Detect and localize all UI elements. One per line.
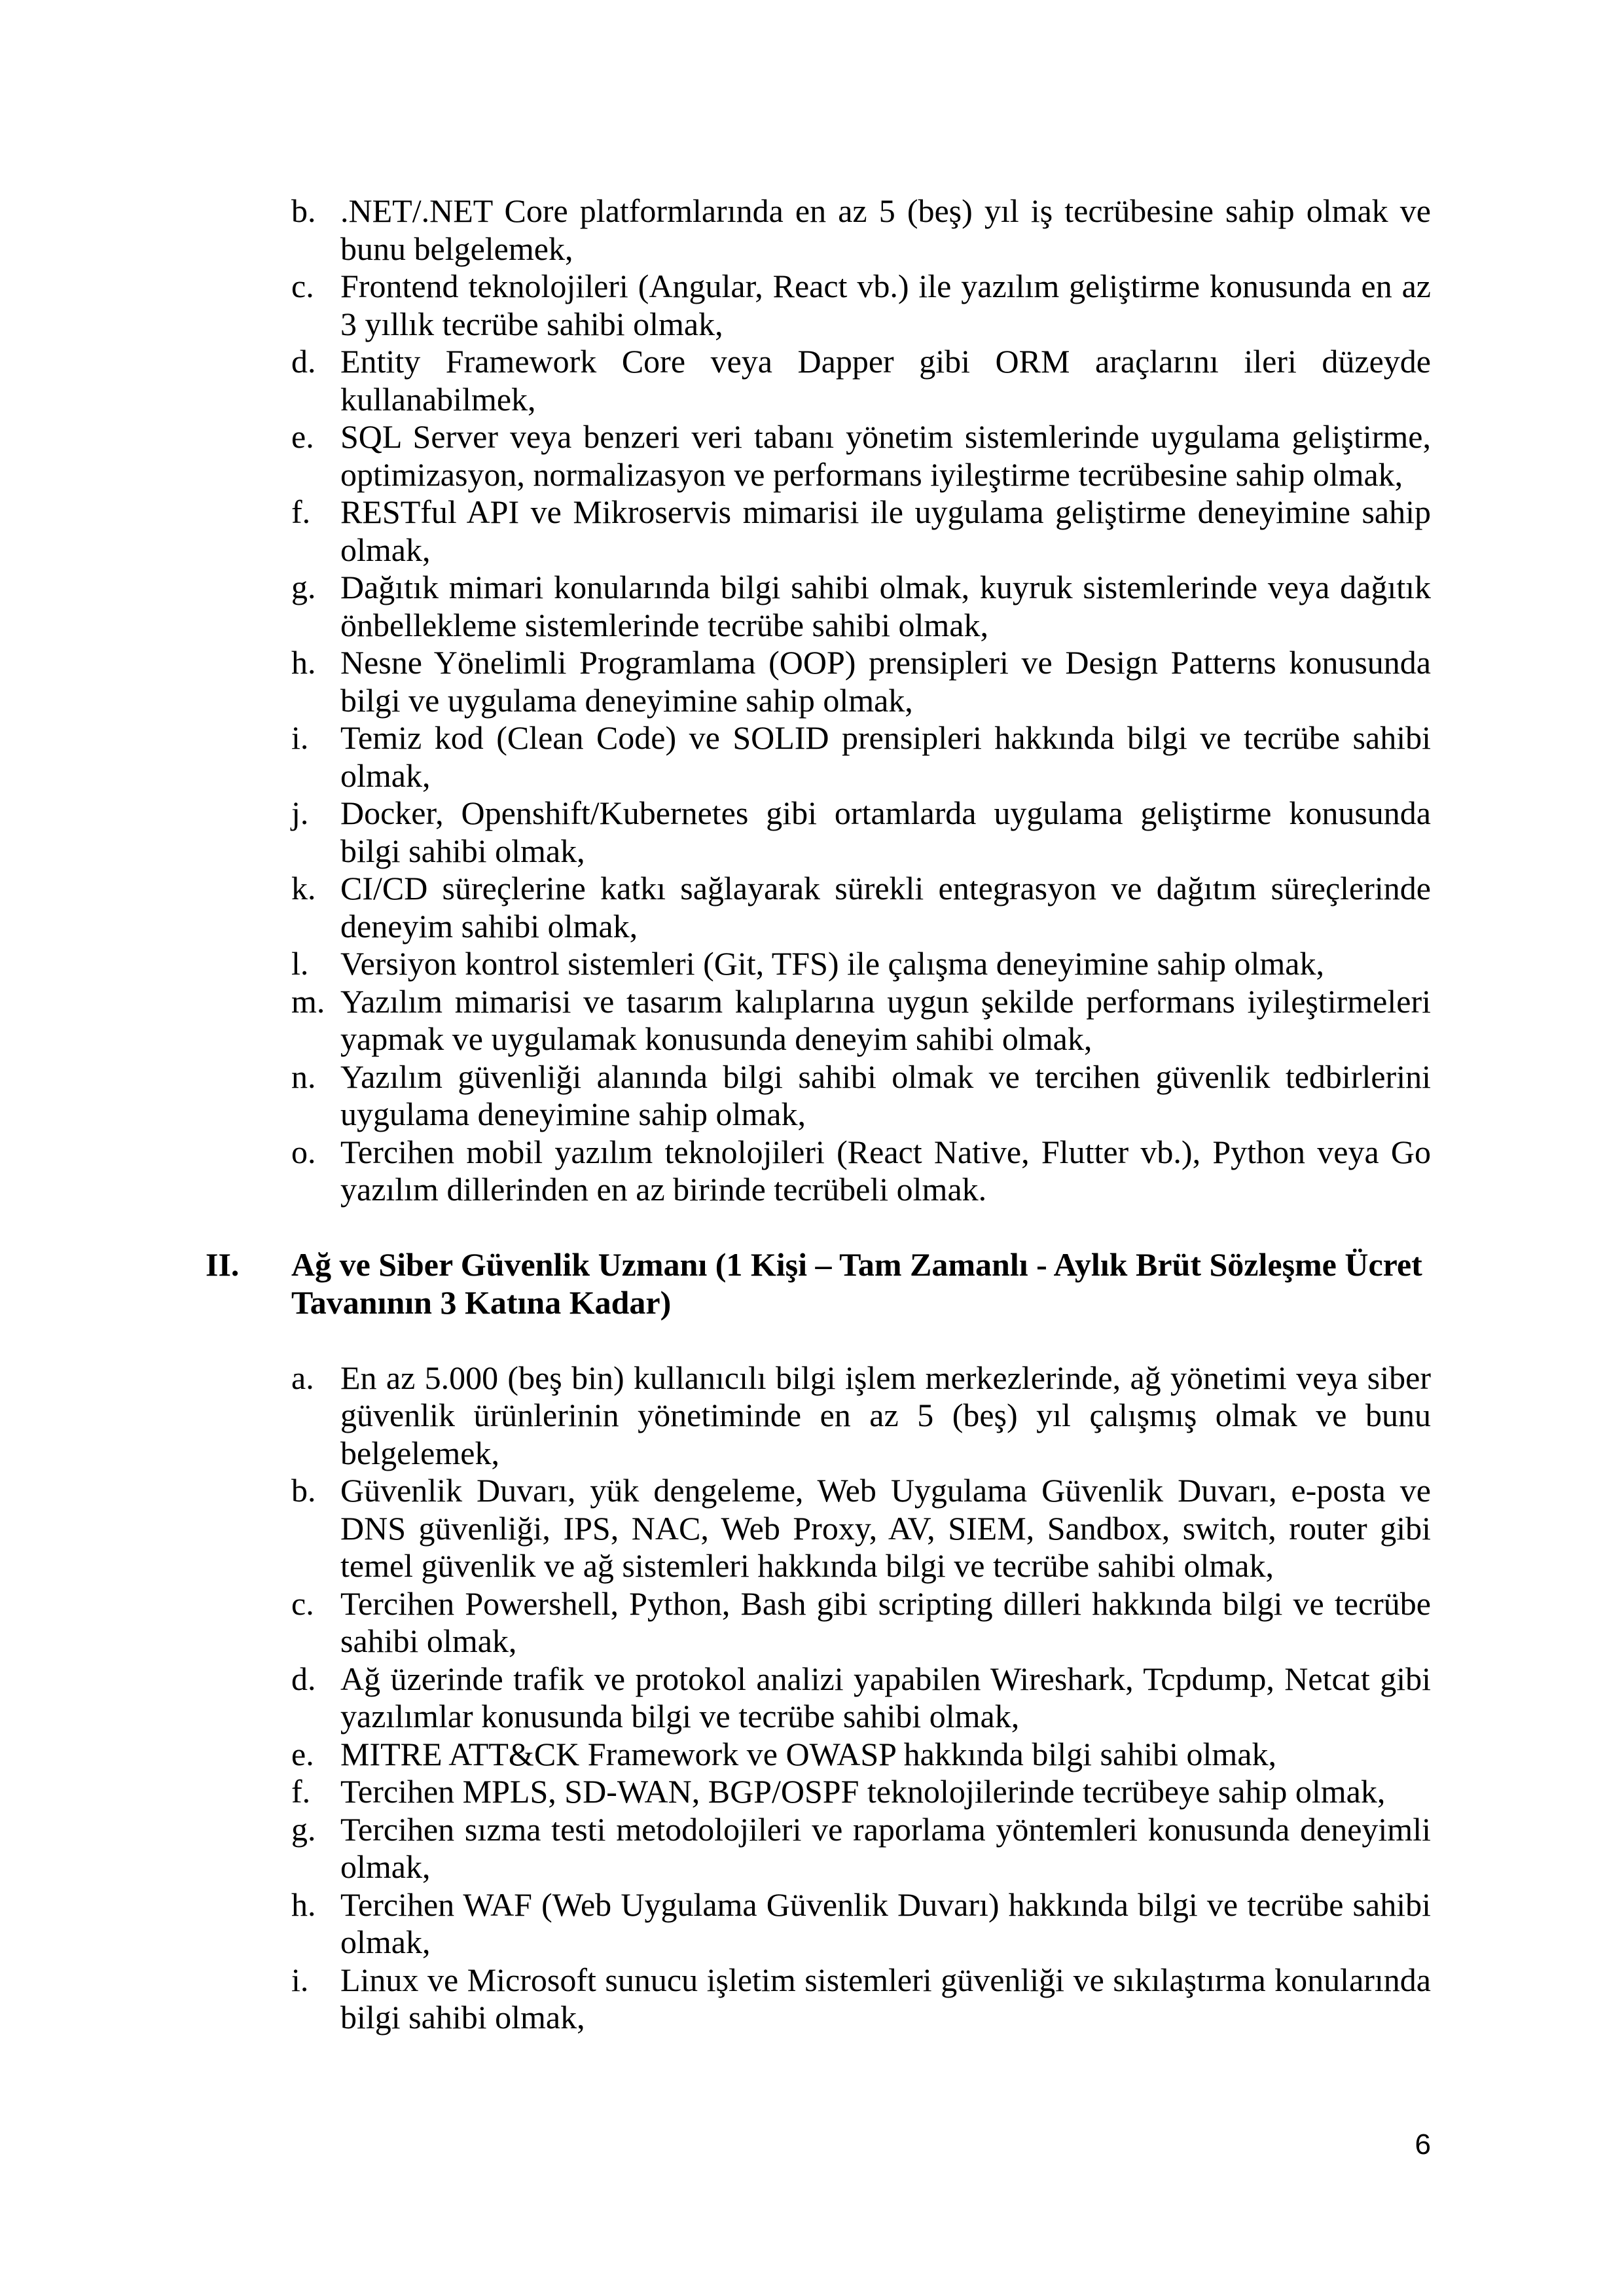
item-text: Temiz kod (Clean Code) ve SOLID prensipleri hakkında bilgi ve tecrübe sahibi olmak, <box>340 719 1431 794</box>
item-text: Tercihen sızma testi metodolojileri ve raporlama yöntemleri konusunda deneyimli olmak, <box>340 1810 1431 1885</box>
item-text: Yazılım güvenliği alanında bilgi sahibi olmak ve tercihen güvenlik tedbirlerini uygulama deneyimine sahip olmak, <box>340 1058 1431 1132</box>
item-text: .NET/.NET Core platformlarında en az 5 (beş) yıl iş tecrübesine sahip olmak ve bunu belgelemek, <box>340 192 1431 267</box>
requirement-item <box>291 1472 1431 1585</box>
item-text: Frontend teknolojileri (Angular, React vb.) ile yazılım geliştirme konusunda en az 3 yıllık tecrübe sahibi olmak, <box>340 268 1431 342</box>
item-marker: f. <box>291 1773 311 1810</box>
requirement-item <box>291 343 1431 418</box>
item-text: Versiyon kontrol sistemleri (Git, TFS) ile çalışma deneyimine sahip olmak, <box>340 945 1325 982</box>
requirement-item <box>291 1359 1431 1473</box>
section-i-requirements-list <box>291 192 1431 1209</box>
requirement-item <box>291 569 1431 644</box>
requirement-item <box>291 795 1431 870</box>
item-marker: c. <box>291 1585 314 1622</box>
item-text: Entity Framework Core veya Dapper gibi ORM araçlarını ileri düzeyde kullanabilmek, <box>340 343 1431 418</box>
item-text: Tercihen WAF (Web Uygulama Güvenlik Duvarı) hakkında bilgi ve tecrübe sahibi olmak, <box>340 1886 1431 1960</box>
item-marker: i. <box>291 719 309 756</box>
item-marker: g. <box>291 569 316 605</box>
item-text: Güvenlik Duvarı, yük dengeleme, Web Uygulama Güvenlik Duvarı, e-posta ve DNS güvenliği, IPS, NAC, Web Proxy, AV, SIEM, Sandbox, switch, router gibi temel güvenlik ve ağ sistemleri hakkında bilgi ve tecrübe sahibi olmak, <box>340 1472 1431 1584</box>
requirement-item <box>291 1811 1431 1886</box>
requirement-item <box>291 1773 1431 1811</box>
item-marker: a. <box>291 1359 314 1396</box>
item-marker: d. <box>291 1660 316 1697</box>
item-text: CI/CD süreçlerine katkı sağlayarak sürekli entegrasyon ve dağıtım süreçlerinde deneyim sahibi olmak, <box>340 870 1431 944</box>
requirement-item <box>291 870 1431 945</box>
requirement-item <box>291 268 1431 343</box>
item-text: Dağıtık mimari konularında bilgi sahibi olmak, kuyruk sistemlerinde veya dağıtık önbellekleme sistemlerinde tecrübe sahibi olmak, <box>340 569 1431 643</box>
requirement-item <box>291 493 1431 569</box>
item-text: Tercihen MPLS, SD-WAN, BGP/OSPF teknolojilerinde tecrübeye sahip olmak, <box>340 1773 1386 1810</box>
item-text: Tercihen mobil yazılım teknolojileri (React Native, Flutter vb.), Python veya Go yazılım dillerinden en az birinde tecrübeli olmak. <box>340 1133 1431 1208</box>
item-marker: e. <box>291 418 314 455</box>
item-marker: o. <box>291 1133 316 1170</box>
requirement-item <box>291 1660 1431 1736</box>
item-marker: c. <box>291 268 314 304</box>
item-text: SQL Server veya benzeri veri tabanı yönetim sistemlerinde uygulama geliştirme, optimizasyon, normalizasyon ve performans iyileştirme tecrübesine sahip olmak, <box>340 418 1431 493</box>
section-ii-heading <box>206 1246 1431 1321</box>
item-marker: k. <box>291 870 316 906</box>
item-marker: b. <box>291 1472 316 1509</box>
section-ii-numeral: II. <box>206 1246 240 1283</box>
section-ii-title: Ağ ve Siber Güvenlik Uzmanı (1 Kişi – Tam Zamanlı - Aylık Brüt Sözleşme Ücret Tavanının 3 Katına Kadar) <box>291 1246 1422 1321</box>
item-marker: l. <box>291 945 309 982</box>
item-marker: f. <box>291 493 311 530</box>
requirement-item <box>291 1058 1431 1134</box>
requirement-item <box>291 1585 1431 1660</box>
requirement-item <box>291 945 1431 983</box>
item-marker: n. <box>291 1058 316 1095</box>
requirement-item <box>291 719 1431 795</box>
requirement-item <box>291 418 1431 493</box>
page-content <box>206 192 1431 2037</box>
requirement-item <box>291 1736 1431 1774</box>
requirement-item <box>291 1134 1431 1209</box>
item-marker: m. <box>291 982 325 1020</box>
item-text: RESTful API ve Mikroservis mimarisi ile uygulama geliştirme deneyimine sahip olmak, <box>340 493 1431 568</box>
page-number: 6 <box>1415 2128 1431 2161</box>
item-marker: b. <box>291 192 316 229</box>
item-marker: e. <box>291 1735 314 1772</box>
requirement-item <box>291 983 1431 1058</box>
requirement-item <box>291 644 1431 719</box>
requirement-item <box>291 1886 1431 1962</box>
item-text: Yazılım mimarisi ve tasarım kalıplarına uygun şekilde performans iyileştirmeleri yapmak ve uygulamak konusunda deneyim sahibi olmak, <box>340 982 1431 1057</box>
item-text: Ağ üzerinde trafik ve protokol analizi yapabilen Wireshark, Tcpdump, Netcat gibi yazılımlar konusunda bilgi ve tecrübe sahibi olmak, <box>340 1660 1431 1734</box>
item-marker: j. <box>291 795 309 831</box>
requirement-item <box>291 1962 1431 2037</box>
item-text: Docker, Openshift/Kubernetes gibi ortamlarda uygulama geliştirme konusunda bilgi sahibi olmak, <box>340 795 1431 869</box>
item-text: MITRE ATT&CK Framework ve OWASP hakkında bilgi sahibi olmak, <box>340 1735 1276 1772</box>
item-marker: i. <box>291 1961 309 1998</box>
section-ii-requirements-list <box>291 1359 1431 2037</box>
requirement-item <box>291 192 1431 268</box>
item-text: Nesne Yönelimli Programlama (OOP) prensipleri ve Design Patterns konusunda bilgi ve uygulama deneyimine sahip olmak, <box>340 644 1431 719</box>
item-text: En az 5.000 (beş bin) kullanıcılı bilgi işlem merkezlerinde, ağ yönetimi veya siber güvenlik ürünlerinin yönetiminde en az 5 (beş) yıl çalışmış olmak ve bunu belgelemek, <box>340 1359 1431 1471</box>
item-marker: h. <box>291 1886 316 1923</box>
item-text: Tercihen Powershell, Python, Bash gibi scripting dilleri hakkında bilgi ve tecrübe sahibi olmak, <box>340 1585 1431 1659</box>
item-marker: d. <box>291 343 316 380</box>
item-text: Linux ve Microsoft sunucu işletim sistemleri güvenliği ve sıkılaştırma konularında bilgi sahibi olmak, <box>340 1961 1431 2036</box>
item-marker: g. <box>291 1810 316 1848</box>
item-marker: h. <box>291 644 316 681</box>
